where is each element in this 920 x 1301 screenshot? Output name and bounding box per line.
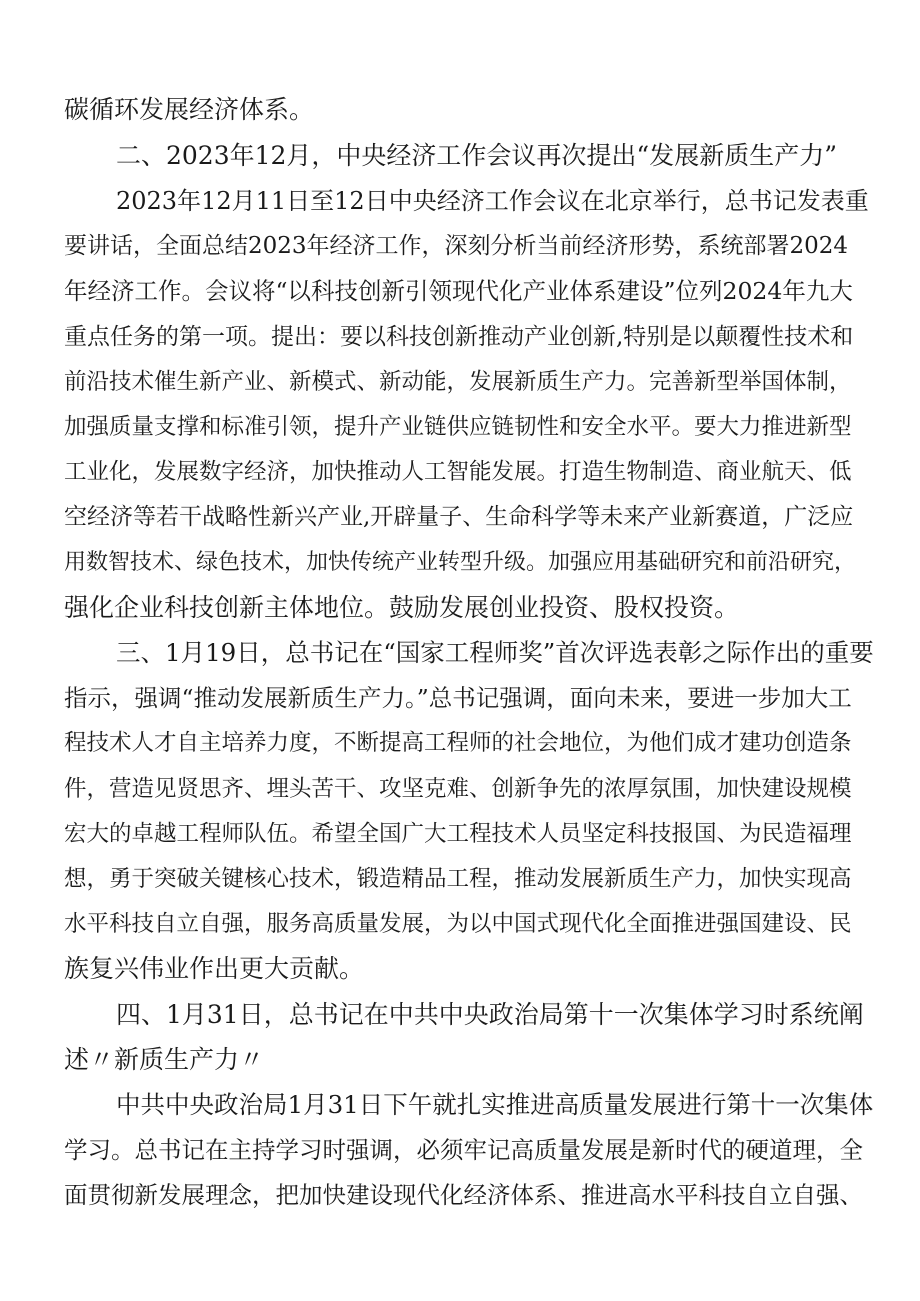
text-line: 用数智技术、绿色技术，加快传统产业转型升级。加强应用基础研究和前沿研究，: [64, 550, 857, 575]
text-line: 加强质量支撑和标准引领，提升产业链供应链韧性和安全水平。要大力推进新型: [64, 414, 852, 440]
text-line: 学习。总书记在主持学习时强调，必须牢记高质量发展是新时代的硬道理，全: [64, 1136, 863, 1164]
text-line: 面贯彻新发展理念，把加快建设现代化经济体系、推进高水平科技自立自强、: [64, 1181, 863, 1209]
text-line: 碳循环发展经济体系。: [64, 95, 315, 124]
text-line: 空经济等若干战略性新兴产业,开辟量子、生命科学等未来产业新赛道，广泛应: [64, 504, 854, 530]
text-line: 强化企业科技创新主体地位。鼓励发展创业投资、股权投资。: [64, 593, 740, 622]
text-line: 水平科技自立自强，服务高质量发展，为以中国式现代化全面推进强国建设、民: [64, 911, 852, 937]
section-heading-3: 三、1月19日，总书记在“国家工程师奖”首次评选表彰之际作出的重要: [116, 638, 874, 667]
section-heading-4: 四、1月31日，总书记在中共中央政治局第十一次集体学习时系统阐: [116, 1000, 864, 1029]
text-line: 件，营造见贤思齐、埋头苦干、攻坚克难、创新争先的浓厚氛围，加快建设规模: [64, 776, 852, 802]
text-line: 重点任务的第一项。提出：要以科技创新推动产业创新,特别是以颠覆性技术和: [64, 324, 854, 350]
text-line: 前沿技术催生新产业、新模式、新动能，发展新质生产力。完善新型举国体制，: [64, 369, 852, 395]
text-line: 年经济工作。会议将“以科技创新引领现代化产业体系建设”位列2024年九大: [64, 277, 853, 305]
text-line: 2023年12月11日至12日中央经济工作会议在北京举行，总书记发表重: [116, 187, 869, 215]
text-line: 想，勇于突破关键核心技术，锻造精品工程，推动发展新质生产力，加快实现高: [64, 866, 852, 892]
section-heading-2: 二、2023年12月，中央经济工作会议再次提出“发展新质生产力”: [116, 141, 837, 170]
text-line: 要讲话，全面总结2023年经济工作，深刻分析当前经济形势，系统部署2024: [64, 233, 849, 259]
text-line: 族复兴伟业作出更大贡献。: [64, 954, 365, 983]
text-line: 指示，强调“推动发展新质生产力。”总书记强调，面向未来，要进一步加大工: [64, 684, 852, 712]
text-line: 工业化，发展数字经济，加快推动人工智能发展。打造生物制造、商业航天、低: [64, 459, 852, 485]
text-line: 程技术人才自主培养力度，不断提高工程师的社会地位，为他们成才建功创造条: [64, 730, 852, 756]
text-line: 中共中央政治局1月31日下午就扎实推进高质量发展进行第十一次集体: [116, 1090, 874, 1119]
section-heading-4-continued: 述〃新质生产力〃: [64, 1045, 265, 1074]
text-line: 宏大的卓越工程师队伍。希望全国广大工程技术人员坚定科技报国、为民造福理: [64, 821, 852, 847]
